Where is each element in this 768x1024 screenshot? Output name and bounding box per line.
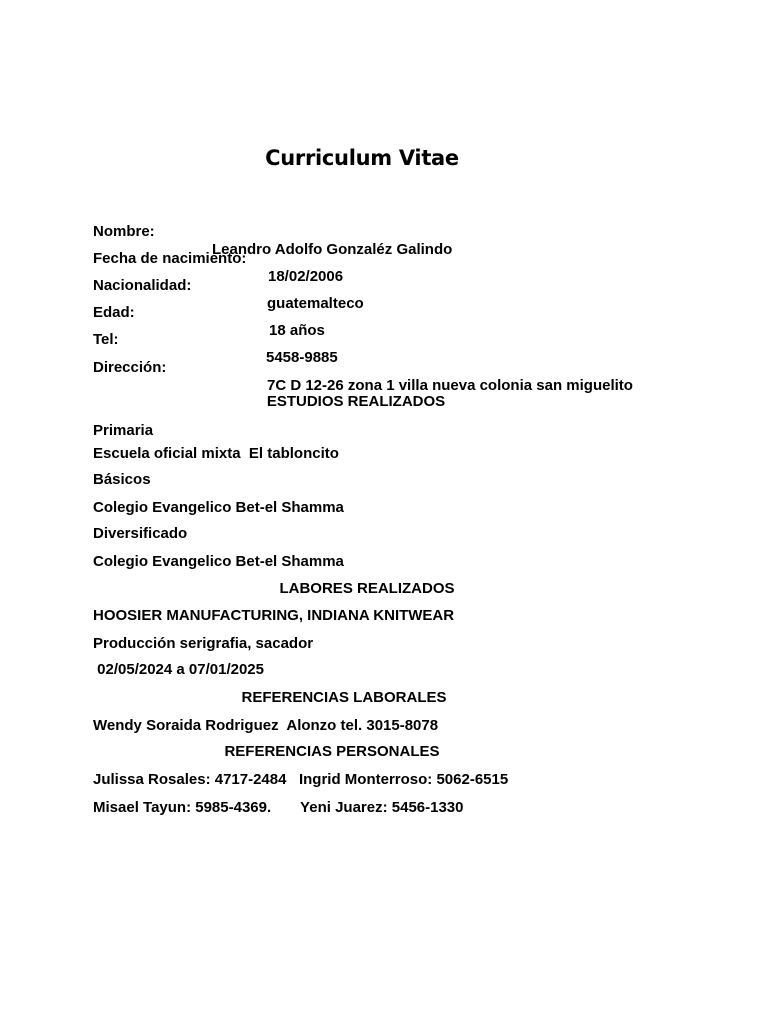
personal-label: Nombre: <box>93 223 155 240</box>
estudios-line: Primaria <box>93 422 154 439</box>
personal-value: guatemalteco <box>267 295 364 312</box>
section-heading-labores: LABORES REALIZADOS <box>279 580 455 597</box>
estudios-line: Escuela oficial mixta El tabloncito <box>93 445 339 462</box>
personal-value: 7C D 12-26 zona 1 villa nueva colonia san miguelito <box>267 377 633 394</box>
estudios-line: Colegio Evangelico Bet-el Shamma <box>93 499 344 516</box>
personal-value: Leandro Adolfo Gonzaléz Galindo <box>212 241 453 258</box>
personal-label: Edad: <box>93 304 135 321</box>
personal-label: Dirección: <box>93 359 167 376</box>
labores-line: 02/05/2024 a 07/01/2025 <box>93 661 264 678</box>
labores-line: Producción serigrafia, sacador <box>93 635 314 652</box>
estudios-line: Básicos <box>93 471 151 488</box>
section-heading-referencias-laborales: REFERENCIAS LABORALES <box>241 689 447 706</box>
document-title: Curriculum Vitae <box>265 146 459 170</box>
personal-label: Tel: <box>93 331 119 348</box>
estudios-line: Colegio Evangelico Bet-el Shamma <box>93 553 344 570</box>
section-heading-estudios: ESTUDIOS REALIZADOS <box>266 393 446 410</box>
personal-value: 18/02/2006 <box>268 268 344 285</box>
estudios-line: Diversificado <box>93 525 188 542</box>
section-heading-referencias-personales: REFERENCIAS PERSONALES <box>224 743 440 760</box>
personal-value: 5458-9885 <box>266 349 338 366</box>
labores-line: HOOSIER MANUFACTURING, INDIANA KNITWEAR <box>93 607 455 624</box>
referencia-laboral-line: Wendy Soraida Rodriguez Alonzo tel. 3015-8078 <box>93 717 439 734</box>
personal-label: Fecha de nacimiento: <box>93 250 247 267</box>
referencia-personal-line: Julissa Rosales: 4717-2484 Ingrid Monterroso: 5062-6515 <box>93 771 509 788</box>
personal-value: 18 años <box>269 322 325 339</box>
referencia-personal-line: Misael Tayun: 5985-4369. Yeni Juarez: 5456-1330 <box>93 799 464 816</box>
personal-label: Nacionalidad: <box>93 277 192 294</box>
